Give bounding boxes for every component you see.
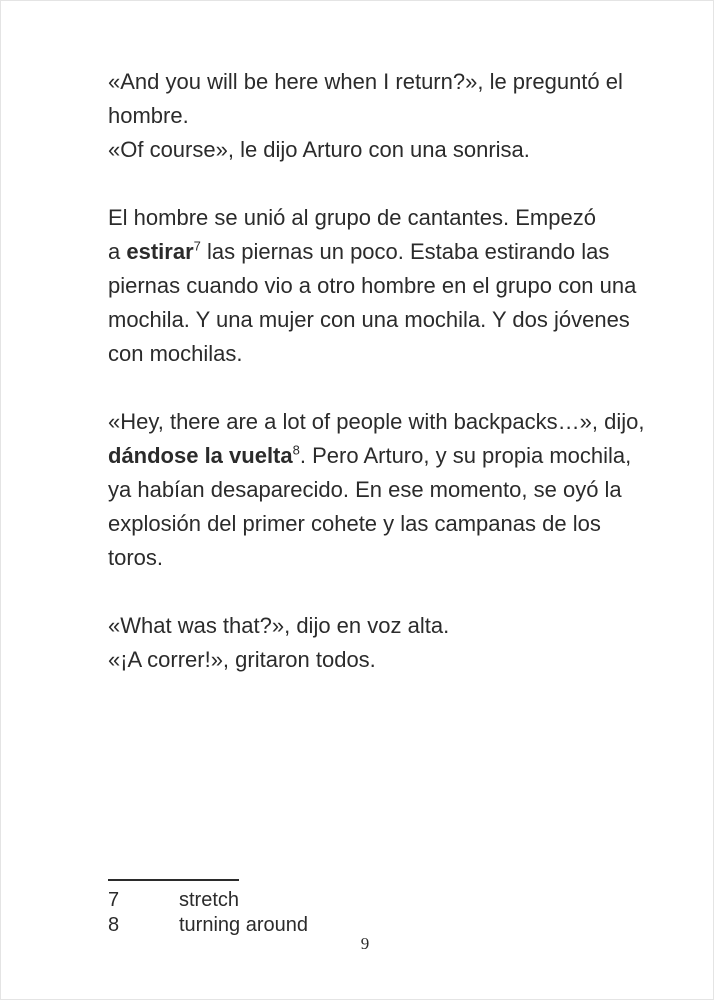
bold-vocabulary-word: estirar: [126, 239, 194, 264]
footnote-text: stretch: [179, 889, 240, 911]
text-line: [108, 133, 638, 167]
text-segment: explosión del primer cohete y las campanas de los: [108, 511, 601, 536]
footnote-number: 7: [108, 889, 120, 911]
text-segment: con mochilas.: [108, 341, 243, 366]
paragraph: [108, 65, 638, 167]
footnotes-section: [108, 879, 638, 938]
text-segment: El hombre se unió al grupo de cantantes. Empezó: [108, 205, 596, 230]
text-segment: «And you will be here when I return?», le preguntó el: [108, 69, 623, 94]
text-line: [108, 269, 638, 303]
text-segment: «Hey, there are a lot of people with backpacks…», dijo,: [108, 409, 645, 434]
text-line: [108, 235, 638, 269]
text-line: [108, 303, 638, 337]
footnote-reference: 8: [292, 442, 300, 458]
text-line: [108, 65, 638, 99]
paragraph: [108, 201, 638, 371]
text-line: [108, 337, 638, 371]
text-line: [108, 643, 638, 677]
text-line: [108, 507, 638, 541]
body-text: [108, 65, 645, 711]
text-segment: piernas cuando vio a otro hombre en el grupo con una: [108, 273, 637, 298]
footnote-list: [108, 888, 638, 938]
text-line: [108, 473, 638, 507]
text-segment: toros.: [108, 545, 164, 570]
page-number: 9: [360, 934, 370, 953]
footnote-row: [108, 888, 638, 913]
footnote-number: 8: [108, 914, 120, 936]
text-line: [108, 541, 638, 575]
text-line: [108, 439, 638, 473]
text-segment: «Of course», le dijo Arturo con una sonrisa.: [108, 137, 530, 162]
text-segment: «What was that?», dijo en voz alta.: [108, 613, 450, 638]
text-segment: mochila. Y una mujer con una mochila. Y dos jóvenes: [108, 307, 630, 332]
text-line: [108, 99, 638, 133]
text-line: [108, 405, 645, 439]
text-line: [108, 201, 638, 235]
footnote-reference: 7: [193, 238, 201, 254]
bold-vocabulary-word: dándose la vuelta: [108, 443, 293, 468]
text-segment: . Pero Arturo, y su propia mochila,: [299, 443, 632, 468]
text-segment: «¡A correr!», gritaron todos.: [108, 647, 376, 672]
text-segment: las piernas un poco. Estaba estirando las: [200, 239, 610, 264]
text-segment: a: [108, 239, 127, 264]
paragraph: [108, 609, 638, 677]
text-segment: ya habían desaparecido. En ese momento, se oyó la: [108, 477, 622, 502]
text-line: [108, 609, 638, 643]
text-segment: hombre.: [108, 103, 189, 128]
footnote-separator-rule: [108, 879, 239, 881]
paragraph: [108, 405, 645, 575]
footnote-text: turning around: [179, 914, 308, 936]
